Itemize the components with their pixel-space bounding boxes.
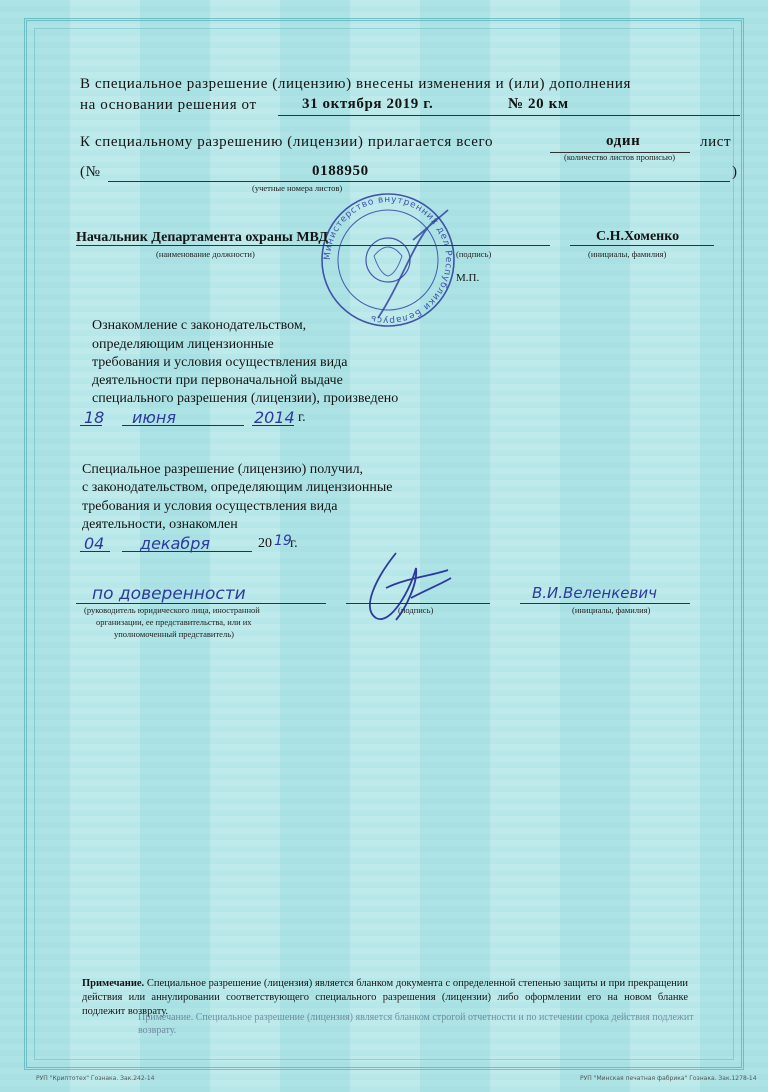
recipient-caption-1: (руководитель юридического лица, иностранной (84, 605, 260, 615)
sheet-number: 0188950 (312, 163, 369, 179)
official-stamp (318, 190, 458, 330)
receipt-month: декабря (140, 534, 211, 553)
decision-number: № 20 км (508, 96, 569, 112)
receipt-year: 19 (274, 533, 292, 549)
recipient-basis-underline (76, 603, 326, 604)
recipient-name-caption: (инициалы, фамилия) (572, 605, 651, 615)
recipient-name-underline (520, 603, 690, 604)
number-underline (108, 181, 730, 182)
stamp-text: Министерство внутренних дел Республики Беларусь (322, 194, 454, 326)
footnote-text: Специальное разрешение (лицензия) является бланком документа с определенной степенью защиты и при прекращении действия или аннулировании соответствующего специального разрешения (лицензии) либо оформлении его на новом бланке подлежит возврату. (82, 978, 688, 1017)
authority-position: Начальник Департамента охраны МВД (76, 230, 328, 245)
recipient-signature (356, 548, 456, 628)
receipt-line-2: с законодательством, определяющим лицензионные (82, 480, 393, 495)
authority-underline (76, 245, 550, 246)
sheet-count: один (606, 133, 641, 149)
svg-text:Министерство внутренних дел Ре (323, 195, 453, 325)
receipt-line-3: требования и условия осуществления вида (82, 499, 338, 514)
authority-name-caption: (инициалы, фамилия) (588, 249, 667, 259)
decision-basis-label: на основании решения от (80, 97, 257, 113)
authority-name-underline (570, 245, 714, 246)
attachment-label: К специальному разрешению (лицензии) прилагается всего (80, 134, 494, 150)
receipt-day: 04 (84, 534, 105, 553)
number-close: ) (732, 164, 738, 180)
acquaintance-line-1: Ознакомление с законодательством, (92, 318, 307, 333)
authority-signature-caption: (подпись) (456, 249, 492, 259)
receipt-line-4: деятельности, ознакомлен (82, 517, 238, 532)
acquaintance-day: 18 (84, 408, 105, 427)
recipient-signature-underline (346, 603, 490, 604)
number-open: (№ (80, 164, 101, 180)
printed-note-overprint: Примечание. Специальное разрешение (лицензия) является бланком строгой отчетности и по истечении срока действия подлежит возврату. (138, 1012, 694, 1036)
recipient-signature-caption: (подпись) (398, 605, 434, 615)
recipient-caption-3: уполномоченный представитель) (114, 629, 234, 639)
printer-imprint-right: РУП "Минская печатная фабрика" Гознака. Зак.1278-14 (580, 1075, 757, 1082)
sheet-unit: лист (700, 134, 732, 150)
printer-imprint-left: РУП "Криптотех" Гознака. Зак.242-14 (36, 1075, 155, 1082)
recipient-caption-2: организации, ее представительства, или их (96, 617, 252, 627)
acquaintance-line-5: специального разрешения (лицензии), произведено (92, 391, 399, 406)
receipt-year-prefix: 20 (258, 536, 272, 551)
receipt-line-1: Специальное разрешение (лицензию) получил, (82, 462, 364, 477)
acquaintance-year: 2014 (254, 408, 295, 427)
footnote-label: Примечание. (82, 978, 145, 989)
acquaintance-month: июня (132, 408, 176, 427)
recipient-name: В.И.Веленкевич (532, 584, 657, 602)
inner-border (34, 28, 734, 1060)
changes-statement: В специальное разрешение (лицензию) внесены изменения и (или) дополнения (80, 76, 632, 92)
position-caption: (наименование должности) (156, 249, 255, 259)
acquaintance-line-2: определяющим лицензионные (92, 337, 274, 352)
acquaintance-year-suffix: г. (298, 410, 306, 425)
number-caption: (учетные номера листов) (252, 183, 343, 193)
acquaintance-line-3: требования и условия осуществления вида (92, 355, 348, 370)
receipt-year-suffix: г. (290, 536, 298, 551)
count-caption: (количество листов прописью) (564, 152, 676, 162)
acquaintance-line-4: деятельности при первоначальной выдаче (92, 373, 343, 388)
authority-name: С.Н.Хоменко (596, 229, 680, 244)
decision-date: 31 октября 2019 г. (302, 96, 434, 112)
recipient-basis: по доверенности (92, 584, 246, 604)
decision-underline (278, 115, 740, 116)
seal-mark: М.П. (456, 272, 480, 284)
